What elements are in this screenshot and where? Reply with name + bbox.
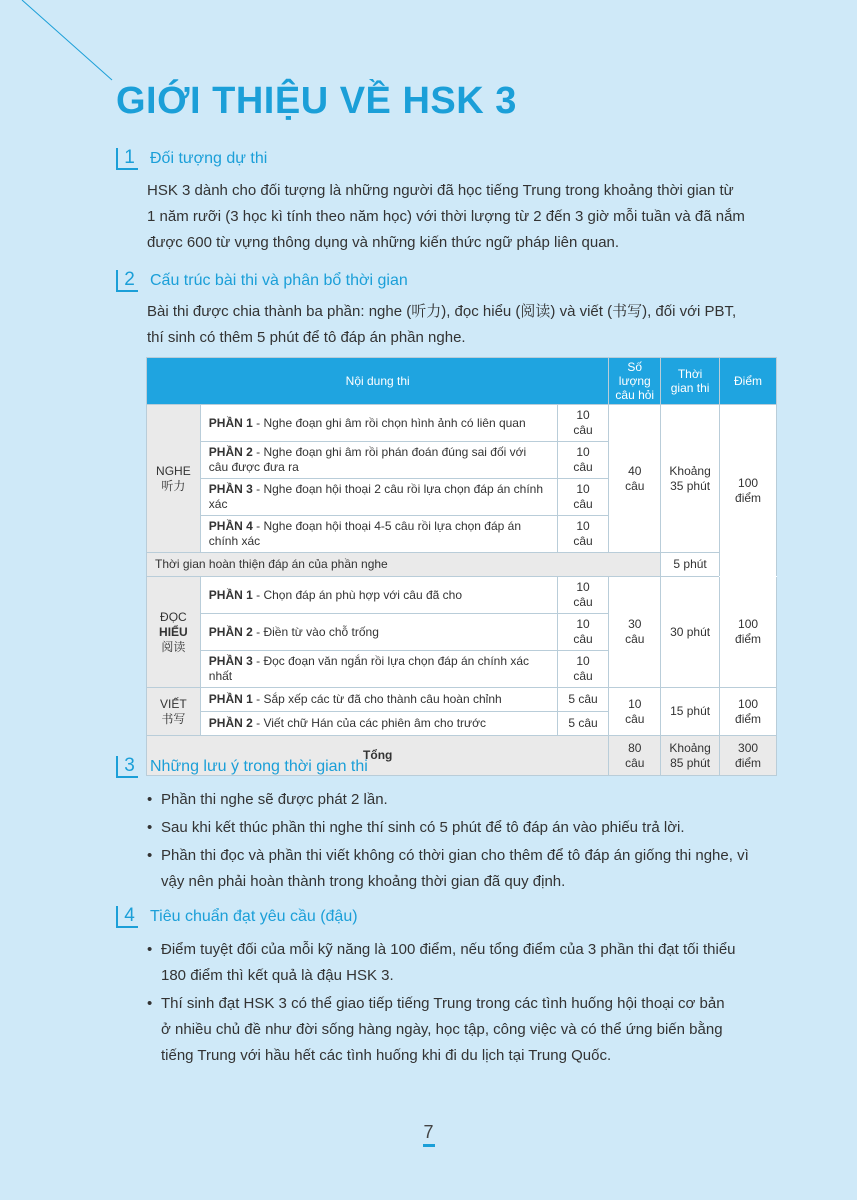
section-score-line: điểm [735,632,762,646]
part-name: PHẦN 1 [208,692,253,706]
section-3-bullet-list [147,787,777,897]
section-1-paragraph [147,178,767,256]
page-title: GIỚI THIỆU VỀ HSK 3 [116,80,517,122]
part-desc: - Chọn đáp án phù hợp với câu đã cho [252,587,463,602]
section-score-line: 100 [738,617,759,631]
section-4-bullet-list [147,937,777,1071]
section-score-line: điểm [735,490,762,505]
part-desc: - Nghe đoạn ghi âm rồi chọn hình ảnh có liên quan [252,415,526,430]
listening-extra-label: Thời gian hoàn thiện đáp án của phần nghe [147,553,661,577]
table-row-listening-extra [147,553,777,577]
section-time [661,405,720,553]
bullet-text: 180 điểm thì kết quả là đậu HSK 3. [161,967,394,984]
section-2-paragraph [147,299,787,351]
paragraph-line: 1 năm rưỡi (3 học kì tính theo năm học) với thời lượng từ 2 đến 3 giờ mỗi tuần và đã nắm [147,208,745,225]
part-name: PHẦN 4 [208,519,253,533]
section-time-line: 35 phút [670,478,711,493]
section-label-text: ĐỌC [160,609,187,624]
list-item [147,937,777,989]
part-desc: - Viết chữ Hán của các phiên âm cho trước [252,716,486,730]
total-time-line: Khoảng [669,740,711,755]
section-score [720,688,777,736]
table-row [147,577,777,614]
section-label-doc [147,577,201,688]
bullet-text: Sau khi kết thúc phần thi nghe thí sinh có 5 phút để tô đáp án vào phiếu trả lời. [161,819,685,836]
total-time-line: 85 phút [670,755,711,770]
paragraph-line: HSK 3 dành cho đối tượng là những người đã học tiếng Trung trong khoảng thời gian từ [147,182,734,199]
section-label-text: HIỂU [159,624,188,639]
part-description [200,651,557,688]
section-score-line: điểm [735,711,762,726]
table-header-row [147,358,777,405]
header-count [609,358,661,405]
total-count: 80 câu [609,736,661,776]
section-label-viet [147,688,201,736]
part-name: PHẦN 2 [208,624,253,639]
part-count: 5 câu [557,712,609,736]
part-description [200,405,557,442]
paragraph-line: thí sinh có thêm 5 phút để tô đáp án phần nghe. [147,329,466,346]
header-count-line: Số lượng [618,360,651,388]
part-description [200,577,557,614]
section-number: 2 [116,270,138,292]
section-score [720,577,777,688]
bullet-text: Phần thi nghe sẽ được phát 2 lần. [161,791,388,808]
header-time-line: Thời [677,367,703,381]
part-name: PHẦN 1 [208,415,253,430]
part-count: 10 câu [557,405,609,442]
section-title: Tiêu chuẩn đạt yêu cầu (đậu) [150,908,358,925]
section-number: 4 [116,906,138,928]
part-count: 5 câu [557,688,609,712]
header-count-line: câu hỏi [615,388,655,402]
total-score [720,736,777,776]
page-number-underline [423,1144,435,1147]
part-name: PHẦN 1 [208,587,253,602]
table-row [147,688,777,712]
page-number: 7 [423,1122,434,1142]
section-score-line: 100 [738,696,759,711]
bullet-text: tiếng Trung với hầu hết các tình huống khi đi du lịch tại Trung Quốc. [161,1047,612,1064]
header-time [661,358,720,405]
section-number: 3 [116,756,138,778]
part-name: PHẦN 2 [208,445,253,459]
section-total-count: 40 câu [609,405,661,553]
header-content: Nội dung thi [147,358,609,405]
section-2-heading [116,270,408,292]
section-label-nghe [147,405,201,553]
total-score-line: 300 [738,740,759,755]
paragraph-line: Bài thi được chia thành ba phần: nghe (听力), đọc hiểu (阅读) và viết (书写), đối với PBT, [147,303,737,320]
listening-extra-time: 5 phút [661,553,720,577]
part-description [200,712,557,736]
bullet-text: vậy nên phải hoàn thành trong khoảng thời gian đã quy định. [161,873,566,890]
list-item [147,991,777,1069]
section-1-heading [116,148,267,170]
part-desc: - Nghe đoạn ghi âm rồi phán đoán đúng sai đối với câu được đưa ra [208,445,527,474]
section-score [720,405,777,577]
part-desc: - Đọc đoạn văn ngắn rồi lựa chọn đáp án chính xác nhất [208,654,530,683]
exam-structure-table [146,357,777,776]
part-count: 10 câu [557,479,609,516]
section-time: 15 phút [661,688,720,736]
section-label-chinese: 书写 [161,711,186,726]
section-time: 30 phút [661,577,720,688]
part-description [200,479,557,516]
header-score: Điểm [720,358,777,405]
part-count: 10 câu [557,516,609,553]
bullet-text: ở nhiều chủ đề như đời sống hàng ngày, học tập, công việc và có thể ứng biến bằng [161,1021,723,1038]
paragraph-line: được 600 từ vựng thông dụng và những kiến thức ngữ pháp liên quan. [147,234,620,251]
list-item [147,787,777,813]
section-label-chinese: 听力 [161,478,186,493]
section-3-heading [116,756,368,778]
list-item [147,815,777,841]
part-name: PHẦN 3 [208,654,253,668]
part-desc: - Điền từ vào chỗ trống [252,624,379,639]
section-label-chinese: 阅读 [161,639,186,654]
part-name: PHẦN 3 [208,482,253,496]
section-time-line: Khoảng [669,463,711,478]
header-time-line: gian thi [670,381,710,395]
bullet-text: • Điểm tuyệt đối của mỗi kỹ năng là 100 điểm, nếu tổng điểm của 3 phần thi đạt tối thiểu [161,941,736,958]
bullet-text: • Thí sinh đạt HSK 3 có thể giao tiếp tiếng Trung trong các tình huống hội thoại cơ bản [161,995,725,1012]
part-count: 10 câu [557,442,609,479]
section-title: Những lưu ý trong thời gian thi [150,758,368,775]
part-description [200,614,557,651]
section-title: Đối tượng dự thi [150,150,268,167]
bullet-text: • Phần thi đọc và phần thi viết không có thời gian cho thêm để tô đáp án giống thi nghe, vì [161,847,749,864]
part-count: 10 câu [557,651,609,688]
section-score-line: 100 [738,475,759,490]
section-label-text: NGHE [156,463,191,478]
section-label-text: VIẾT [160,696,187,711]
total-time [661,736,720,776]
part-description [200,516,557,553]
part-desc: - Nghe đoạn hội thoại 4-5 câu rồi lựa chọn đáp án chính xác [208,519,522,548]
part-desc: - Sắp xếp các từ đã cho thành câu hoàn chỉnh [252,692,502,706]
part-desc: - Nghe đoạn hội thoại 2 câu rồi lựa chọn đáp án chính xác [208,482,544,511]
section-number: 1 [116,148,138,170]
part-count: 10 câu [557,577,609,614]
part-description [200,442,557,479]
section-4-heading [116,906,358,928]
list-item [147,843,777,895]
section-total-count: 30 câu [609,577,661,688]
total-score-line: điểm [735,755,762,770]
section-title: Cấu trúc bài thi và phân bổ thời gian [150,272,408,289]
part-count: 10 câu [557,614,609,651]
table-row [147,405,777,442]
section-total-count: 10 câu [609,688,661,736]
total-label: Tổng [147,736,609,776]
part-name: PHẦN 2 [208,716,253,730]
part-description [200,688,557,712]
